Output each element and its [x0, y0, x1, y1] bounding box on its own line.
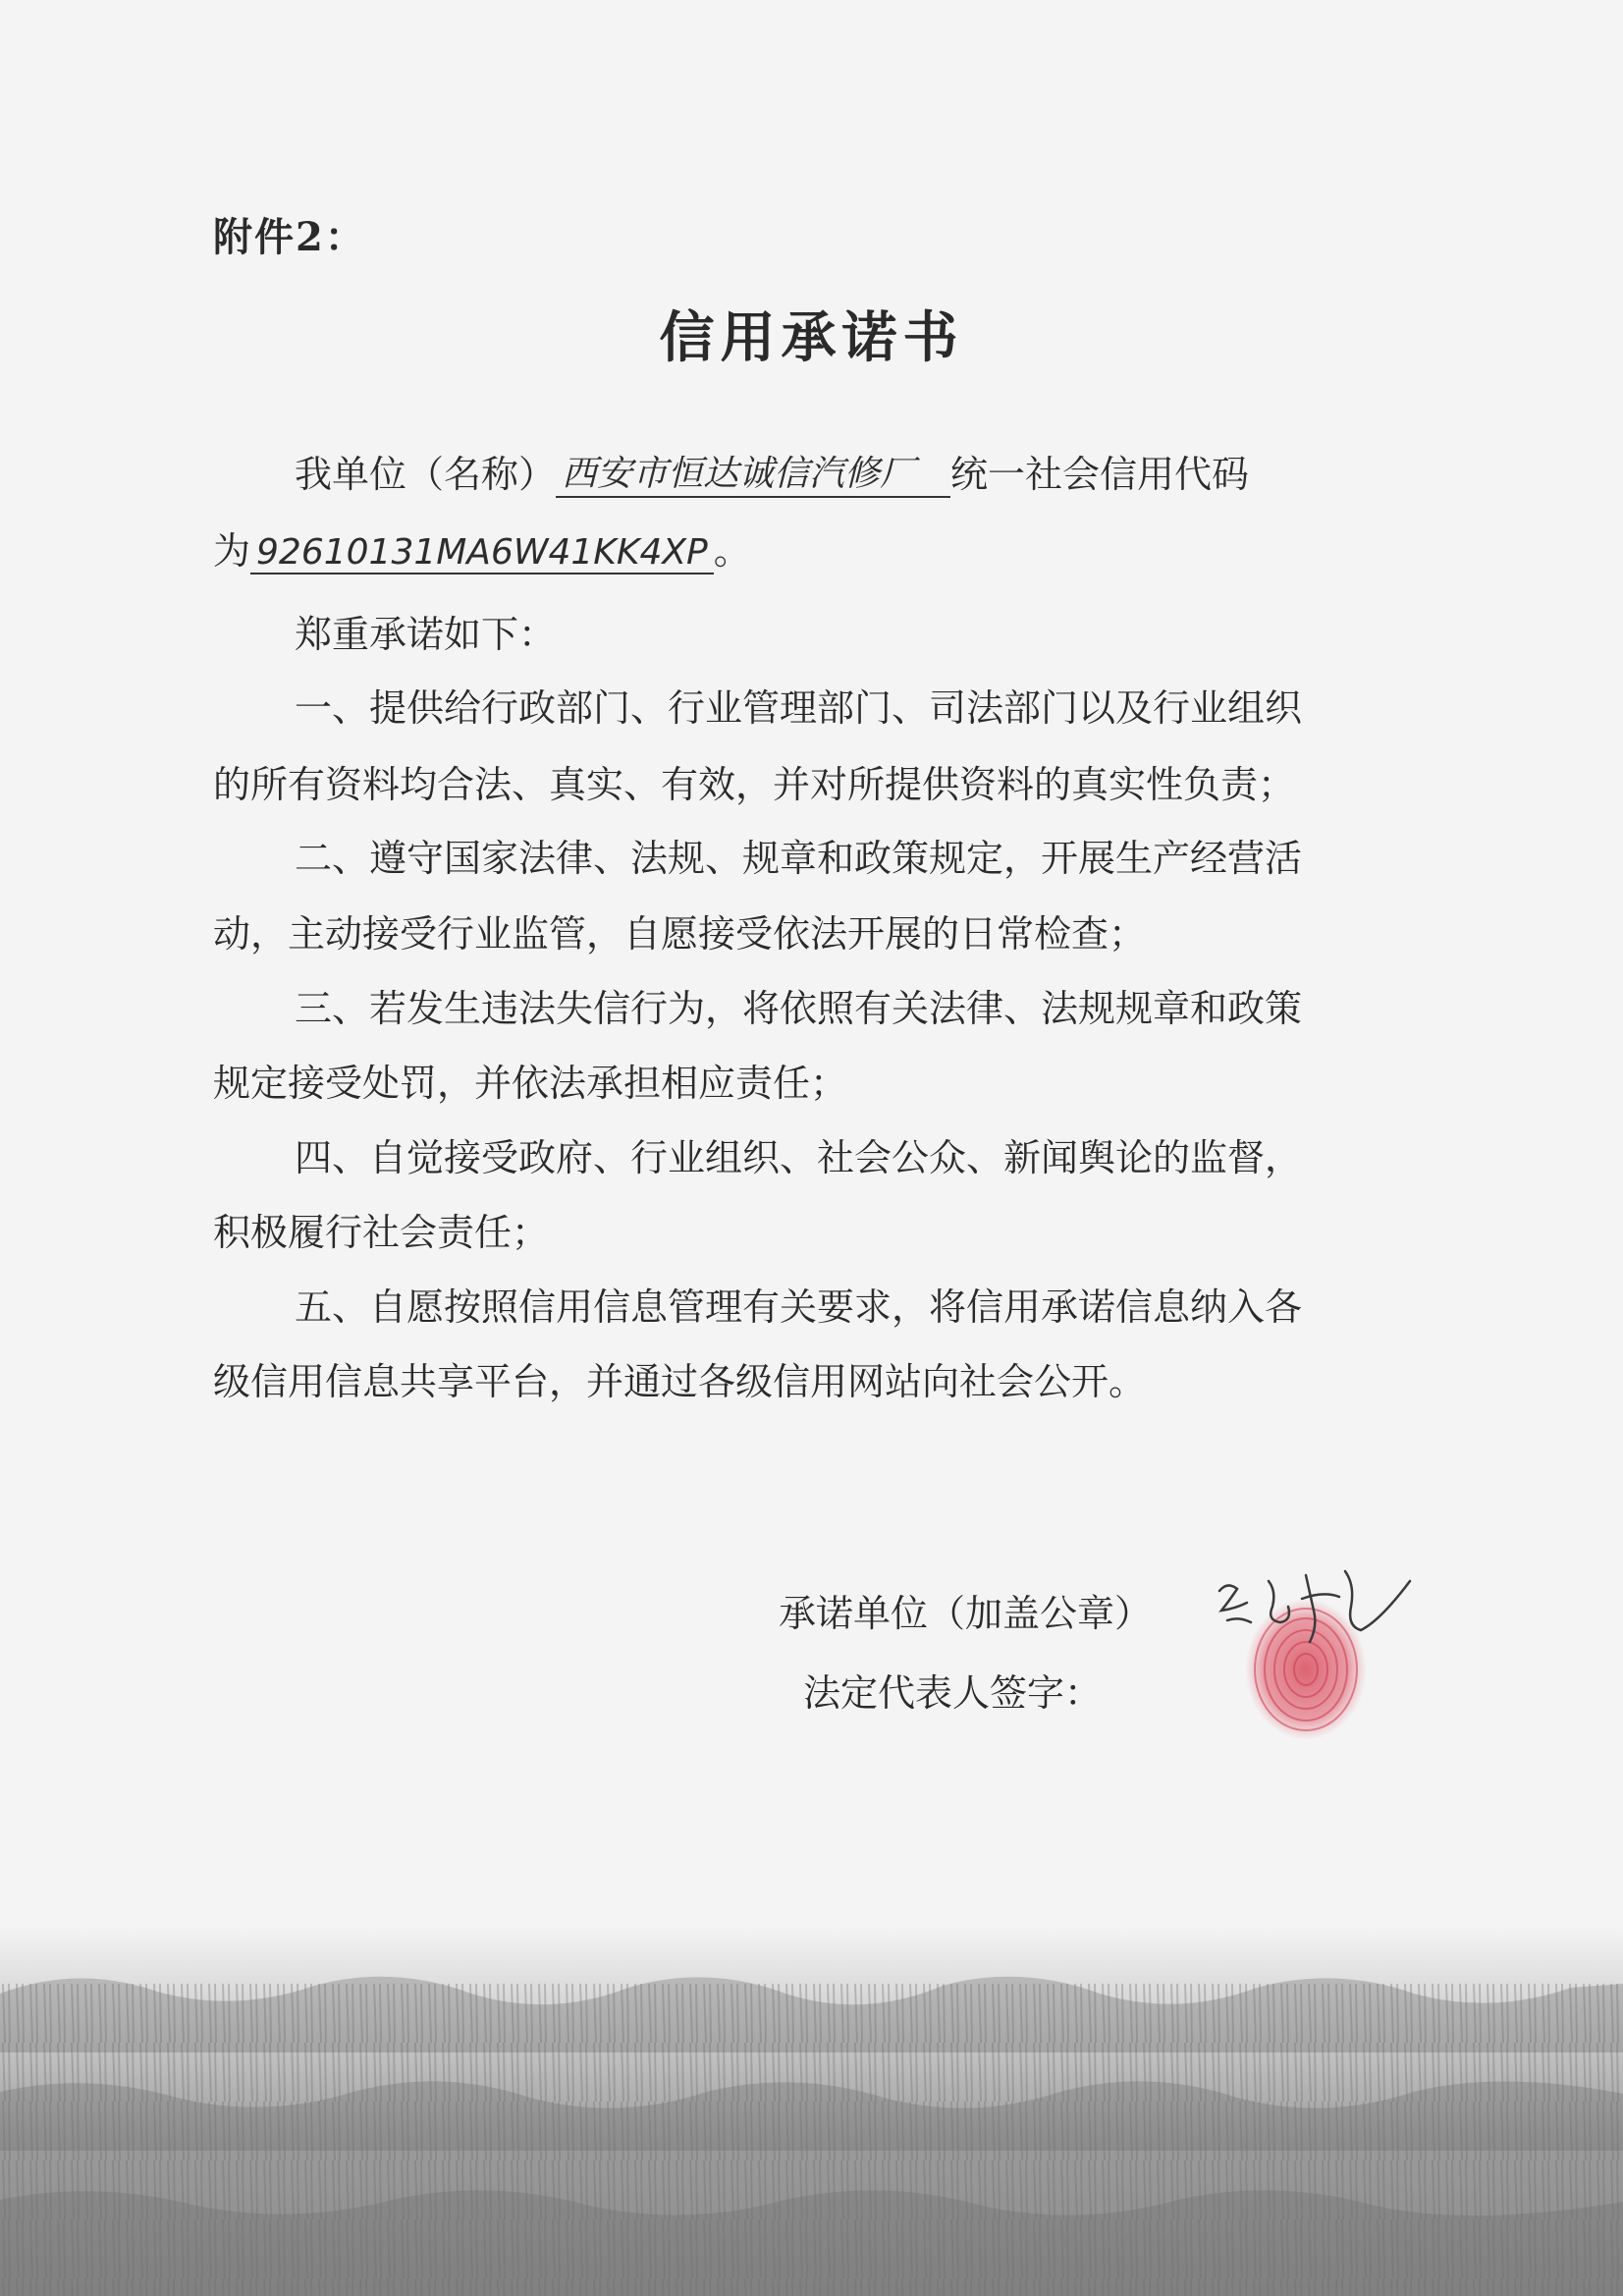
code-suffix: 。	[713, 529, 751, 573]
clause-line: 一、提供给行政部门、行业管理部门、司法部门以及行业组织	[295, 686, 1303, 730]
intro-prefix: 我单位（名称）	[295, 453, 557, 496]
unit-seal-label: 承诺单位（加盖公章）	[779, 1592, 1153, 1635]
clause-line: 四、自觉接受政府、行业组织、社会公众、新闻舆论的监督，	[295, 1136, 1303, 1179]
clause-line: 规定接受处罚，并依法承担相应责任；	[213, 1062, 848, 1105]
intro-mid: 统一社会信用代码	[950, 453, 1250, 496]
promise-heading: 郑重承诺如下：	[295, 613, 557, 656]
clause-line: 三、若发生违法失信行为，将依照有关法律、法规规章和政策	[295, 987, 1303, 1030]
credit-code-handwritten: 92610131MA6W41KK4XP	[250, 532, 714, 574]
clause-line: 动，主动接受行业监管，自愿接受依法开展的日常检查；	[213, 912, 1147, 956]
document-title: 信用承诺书	[659, 305, 964, 370]
clause-line: 的所有资料均合法、真实、有效，并对所提供资料的真实性负责；	[213, 763, 1296, 806]
clause-line: 二、遵守国家法律、法规、规章和政策规定，开展生产经营活	[295, 837, 1303, 880]
clause-line: 积极履行社会责任；	[213, 1211, 550, 1254]
legal-rep-signature-icon	[1208, 1552, 1424, 1660]
intro-line-2	[213, 520, 751, 574]
intro-line-1	[295, 444, 1249, 498]
attachment-label: 附件2：	[213, 214, 366, 260]
company-name-handwritten: 西安市恒达诚信汽修厂	[556, 446, 950, 498]
clause-line: 级信用信息共享平台，并通过各级信用网站向社会公开。	[213, 1360, 1147, 1403]
legal-rep-label: 法定代表人签字：	[803, 1671, 1103, 1715]
clause-line: 五、自愿按照信用信息管理有关要求，将信用承诺信息纳入各	[295, 1285, 1303, 1329]
scan-texture-band	[0, 1925, 1623, 2296]
code-prefix: 为	[213, 529, 251, 573]
